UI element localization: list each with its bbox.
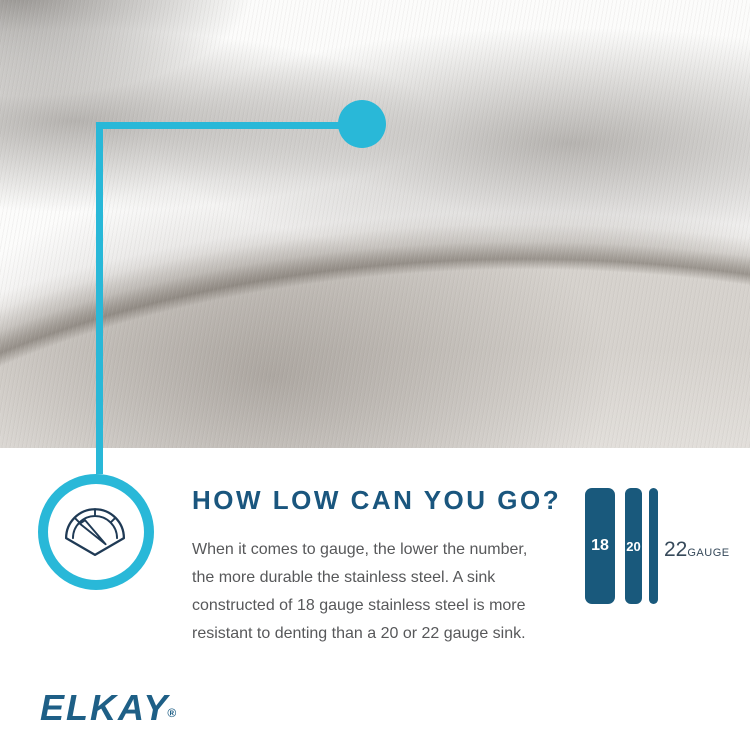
- gauge-icon: [57, 498, 133, 560]
- elkay-logo: [40, 687, 178, 729]
- gauge-bar-20: [625, 488, 642, 604]
- callout-dot: [338, 100, 386, 148]
- body-line: resistant to denting than a 20 or 22 gauge sink.: [192, 625, 526, 642]
- callout-line-vertical: [96, 122, 103, 474]
- gauge-bar-20-label: 20: [626, 538, 641, 554]
- body-copy: [192, 536, 527, 648]
- gauge-bar-22-value: 22: [664, 538, 688, 561]
- body-line: the more durable the stainless steel. A sink: [192, 569, 496, 586]
- gauge-bar-22-caption: [664, 538, 730, 562]
- gauge-comparison-chart: [585, 488, 745, 604]
- page-title: HOW LOW CAN YOU GO?: [192, 485, 562, 515]
- body-line: When it comes to gauge, the lower the number,: [192, 541, 528, 558]
- gauge-bar-18-label: 18: [591, 537, 609, 554]
- registered-trademark-icon: ®: [167, 706, 177, 720]
- gauge-bar-18: [585, 488, 615, 604]
- body-line: constructed of 18 gauge stainless steel is more: [192, 597, 526, 614]
- callout-line-horizontal: [96, 122, 346, 129]
- gauge-bar-22: [649, 488, 658, 604]
- elkay-logo-text: ELKAY: [40, 687, 170, 728]
- gauge-unit-label: GAUGE: [687, 547, 730, 559]
- gauge-badge: [38, 474, 154, 590]
